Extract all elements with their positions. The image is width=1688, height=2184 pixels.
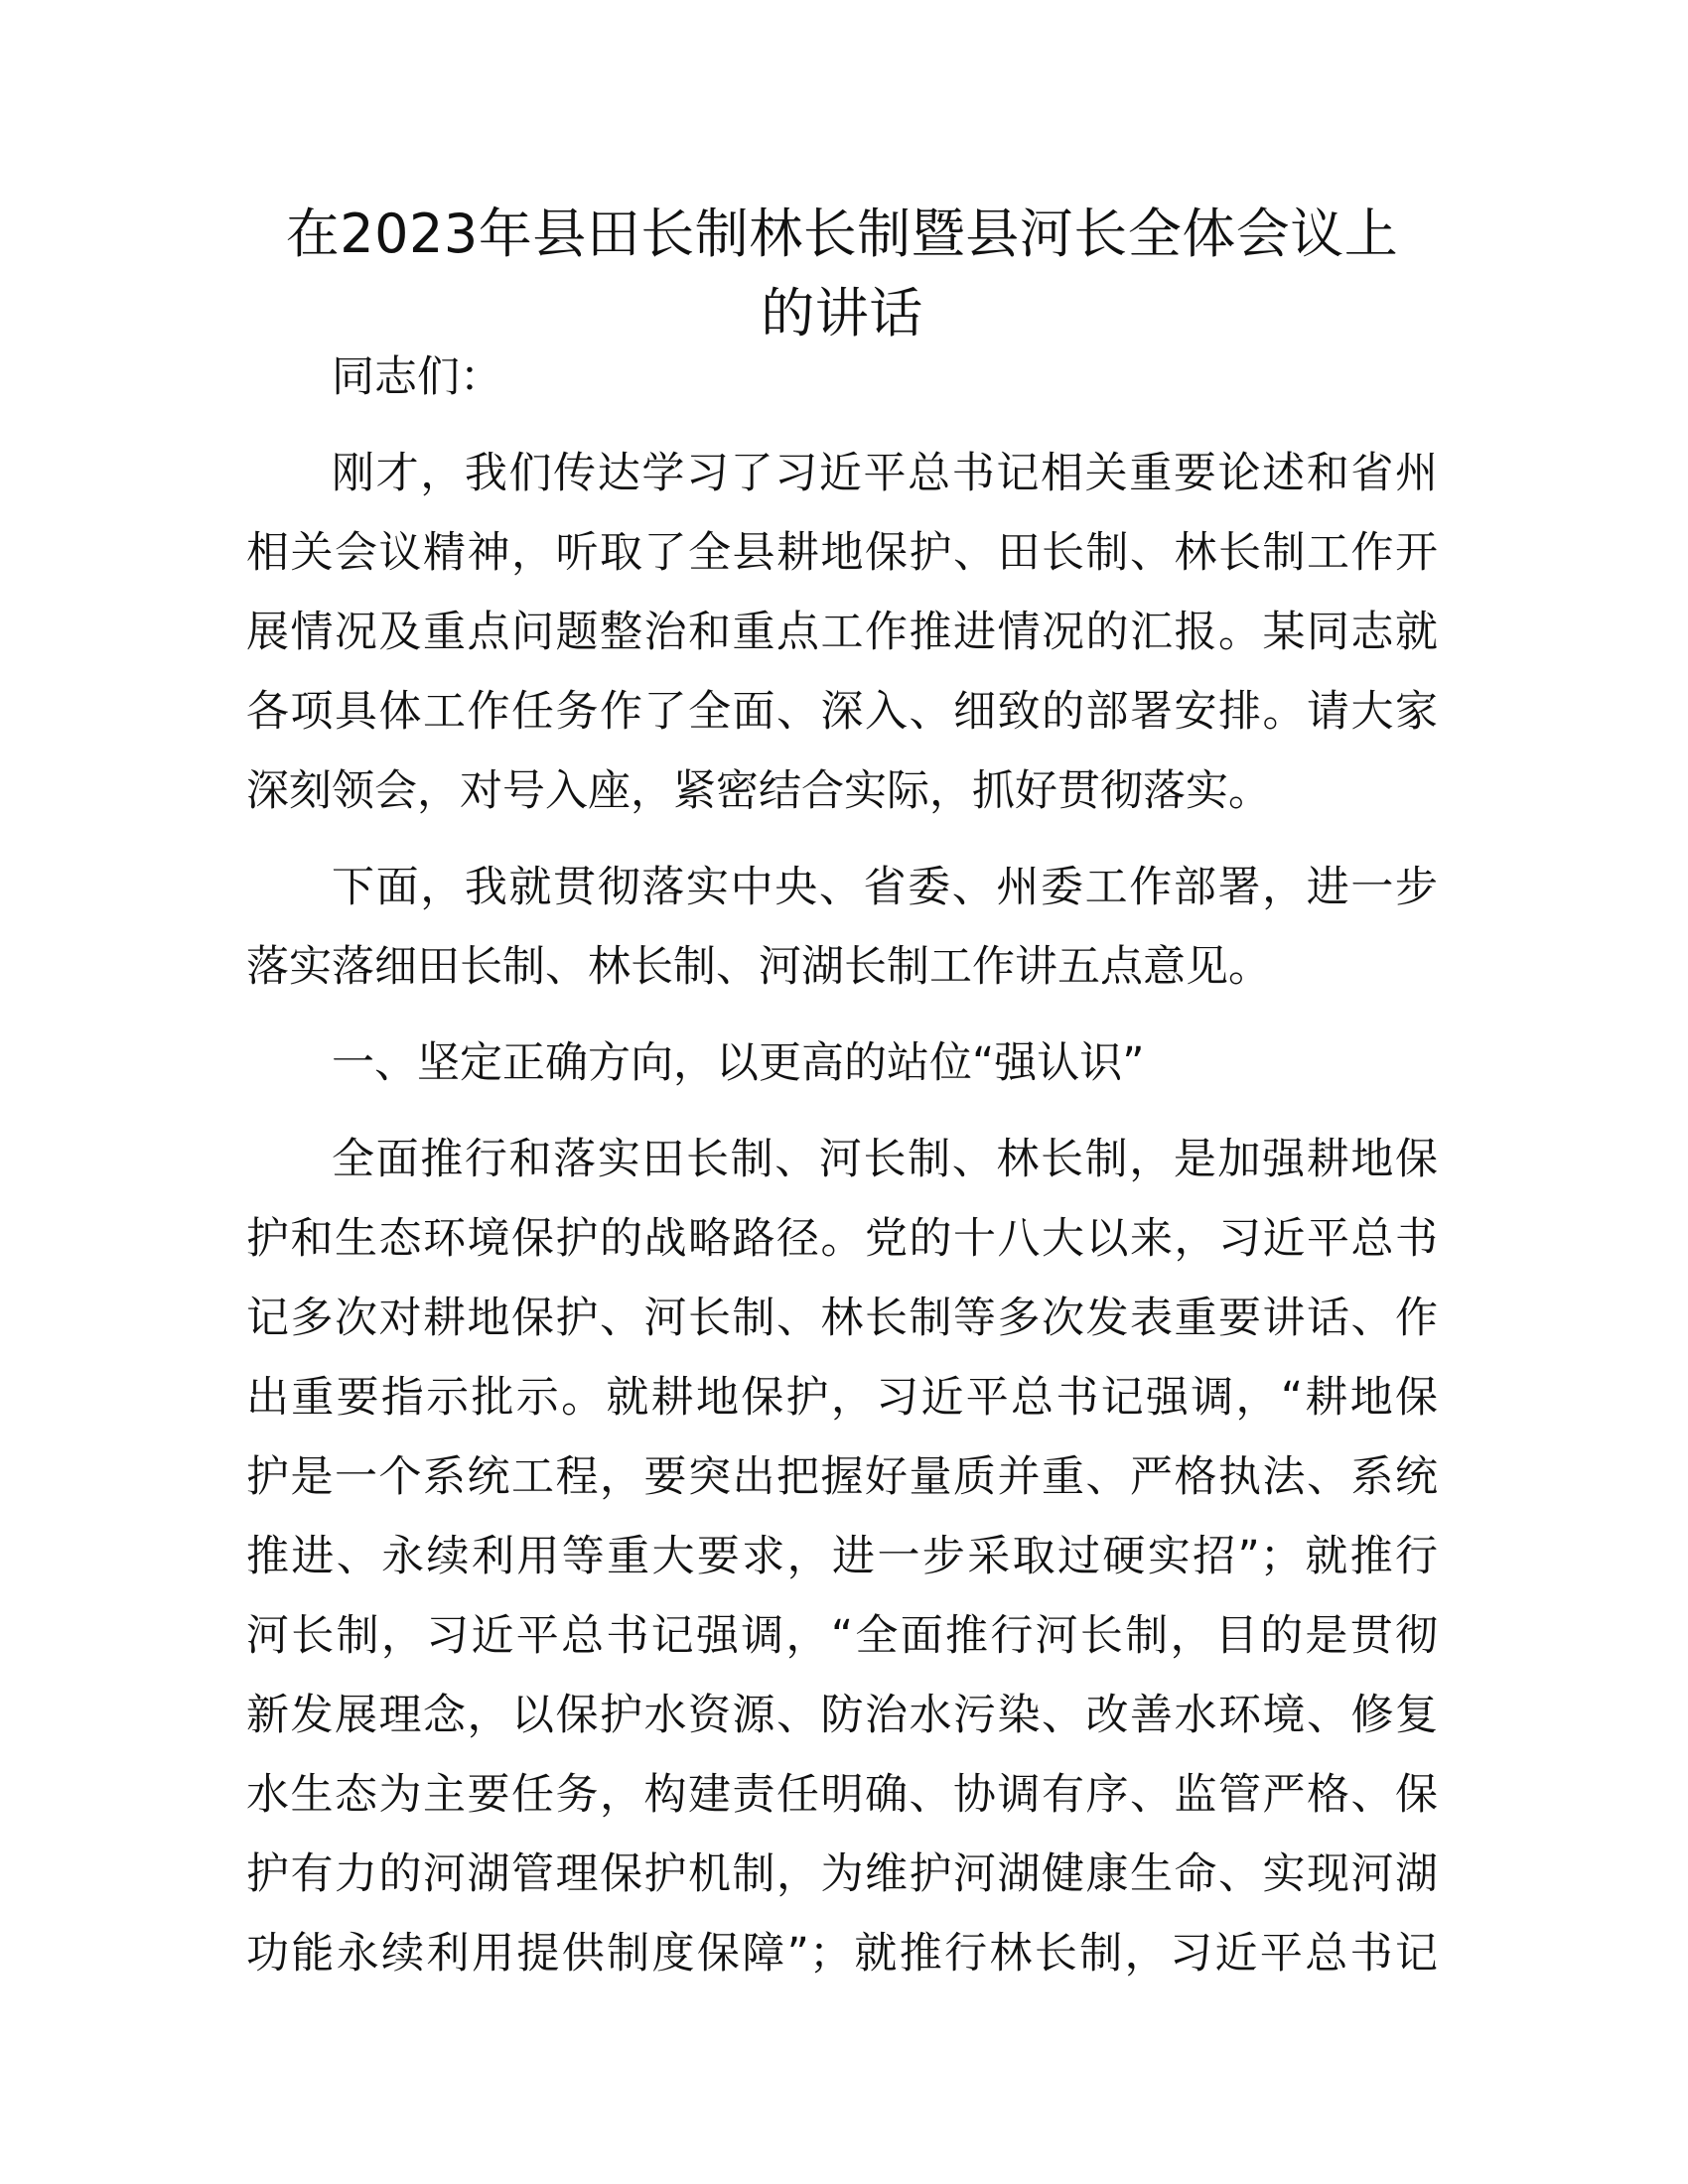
text-line: 各项具体工作任务作了全面、深入、细致的部署安排。请大家 <box>246 687 1438 737</box>
text-line: 记多次对耕地保护、河长制、林长制等多次发表重要讲话、作 <box>246 1294 1438 1343</box>
title-line: 在2023年县田长制林长制暨县河长全体会议上 <box>285 203 1399 265</box>
text-line: 下面，我就贯彻落实中央、省委、州委工作部署，进一步 <box>332 863 1438 912</box>
text-line: 水生态为主要任务，构建责任明确、协调有序、监管严格、保 <box>246 1770 1438 1820</box>
text-line: 护是一个系统工程，要突出把握好量质并重、严格执法、系统 <box>246 1452 1438 1502</box>
text-line: 河长制，习近平总书记强调，“全面推行河长制，目的是贯彻 <box>246 1611 1438 1661</box>
text-line: 推进、永续利用等重大要求，进一步采取过硬实招”；就推行 <box>246 1532 1438 1581</box>
text-line: 一、坚定正确方向，以更高的站位“强认识” <box>332 1038 1145 1088</box>
salutation <box>246 338 1438 417</box>
text-line: 护和生态环境保护的战略路径。党的十八大以来，习近平总书 <box>246 1214 1438 1264</box>
text-line: 落实落细田长制、林长制、河湖长制工作讲五点意见。 <box>246 942 1271 992</box>
section-heading <box>246 1024 1438 1103</box>
document-body <box>246 338 1438 2010</box>
text-line: 刚才，我们传达学习了习近平总书记相关重要论述和省州 <box>332 449 1438 498</box>
text-line: 新发展理念，以保护水资源、防治水污染、改善水环境、修复 <box>246 1691 1438 1740</box>
paragraph-intro-points <box>246 848 1438 1007</box>
document-title <box>246 195 1438 353</box>
paragraph-opening <box>246 434 1438 831</box>
text-line: 深刻领会，对号入座，紧密结合实际，抓好贯彻落实。 <box>246 766 1271 816</box>
text-line: 相关会议精神，听取了全县耕地保护、田长制、林长制工作开 <box>246 528 1438 578</box>
text-line: 出重要指示批示。就耕地保护，习近平总书记强调，“耕地保 <box>246 1373 1438 1423</box>
text-line: 展情况及重点问题整治和重点工作推进情况的汇报。某同志就 <box>246 608 1438 657</box>
paragraph-section-one <box>246 1120 1438 1993</box>
text-line: 护有力的河湖管理保护机制，为维护河湖健康生命、实现河湖 <box>246 1849 1438 1899</box>
text-line: 全面推行和落实田长制、河长制、林长制，是加强耕地保 <box>332 1135 1438 1184</box>
title-line: 的讲话 <box>761 282 923 344</box>
text-line: 同志们： <box>332 352 502 402</box>
text-line: 功能永续利用提供制度保障”；就推行林长制，习近平总书记 <box>246 1929 1438 1979</box>
